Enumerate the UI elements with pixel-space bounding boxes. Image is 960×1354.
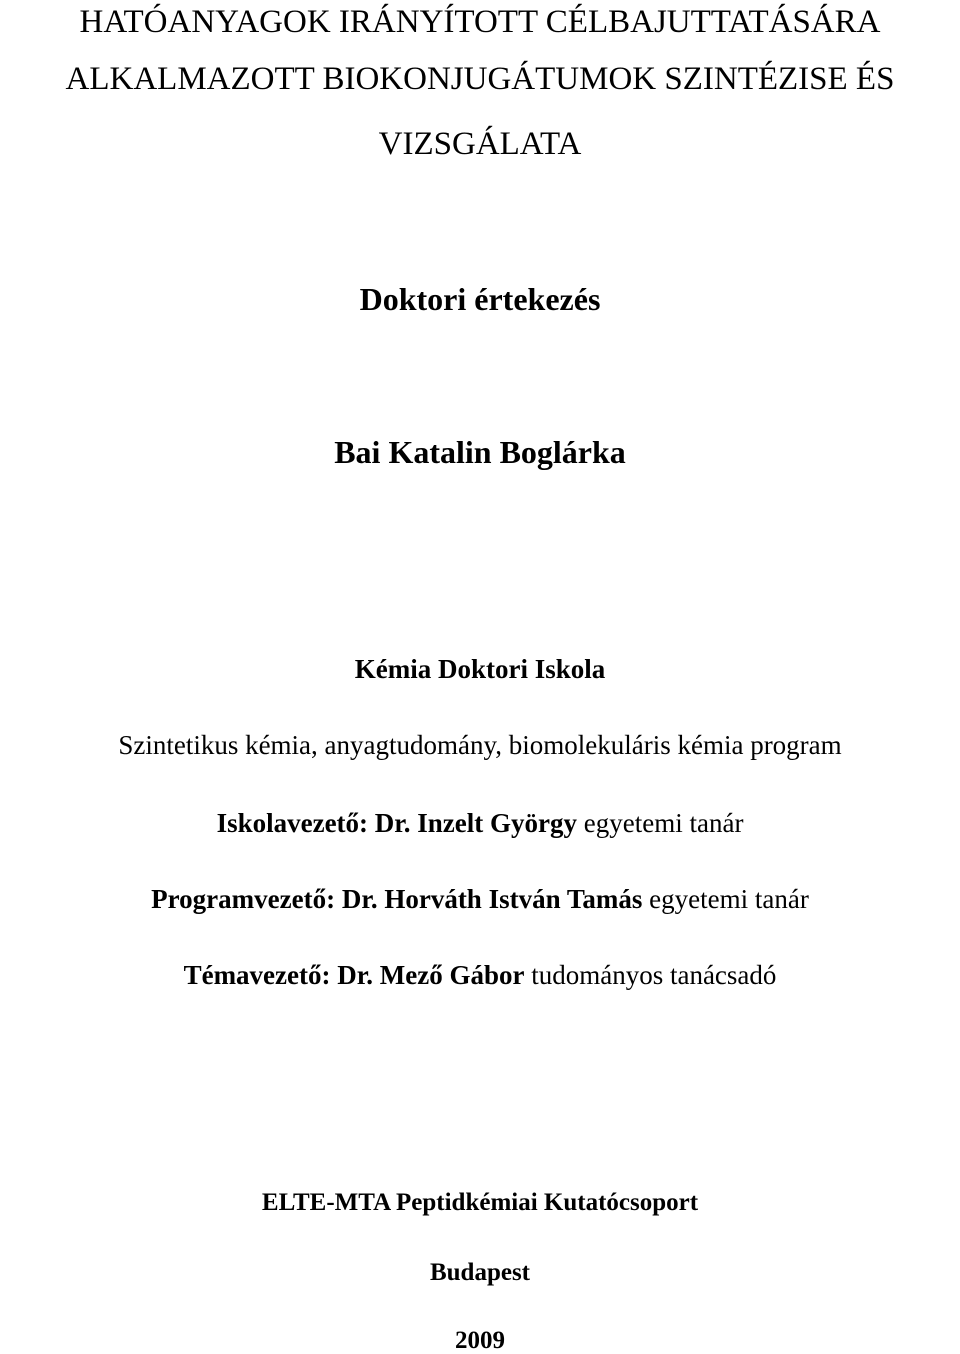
supervisor-role: Témavezető:	[183, 960, 331, 990]
supervisor-row	[0, 962, 960, 989]
program-head-role: Programvezető:	[151, 884, 336, 914]
school-head-position: egyetemi tanár	[583, 808, 744, 838]
city: Budapest	[429, 1259, 531, 1286]
supervisor-position: tudományos tanácsadó	[531, 960, 777, 990]
school-head-role: Iskolavezető:	[216, 808, 369, 838]
supervisor-name: Dr. Mező Gábor	[337, 960, 525, 990]
program-head-row	[0, 886, 960, 913]
doctoral-school: Kémia Doktori Iskola	[354, 654, 606, 684]
school-head-name: Dr. Inzelt György	[374, 808, 578, 838]
program-head-name: Dr. Horváth István Tamás	[341, 884, 643, 914]
program-head-position: egyetemi tanár	[649, 884, 809, 914]
doctoral-program: Szintetikus kémia, anyagtudomány, biomolekuláris kémia program	[118, 730, 842, 760]
school-head-row	[0, 810, 960, 837]
research-group: ELTE-MTA Peptidkémiai Kutatócsoport	[261, 1189, 699, 1216]
author-name: Bai Katalin Boglárka	[334, 434, 626, 470]
year: 2009	[455, 1327, 505, 1354]
thesis-title-line-3: VIZSGÁLATA	[378, 126, 582, 162]
document-type: Doktori értekezés	[359, 281, 601, 317]
thesis-title-line-2: ALKALMAZOTT BIOKONJUGÁTUMOK SZINTÉZISE ÉS	[65, 61, 895, 97]
thesis-title-line-1: HATÓANYAGOK IRÁNYÍTOTT CÉLBAJUTTATÁSÁRA	[79, 4, 881, 40]
